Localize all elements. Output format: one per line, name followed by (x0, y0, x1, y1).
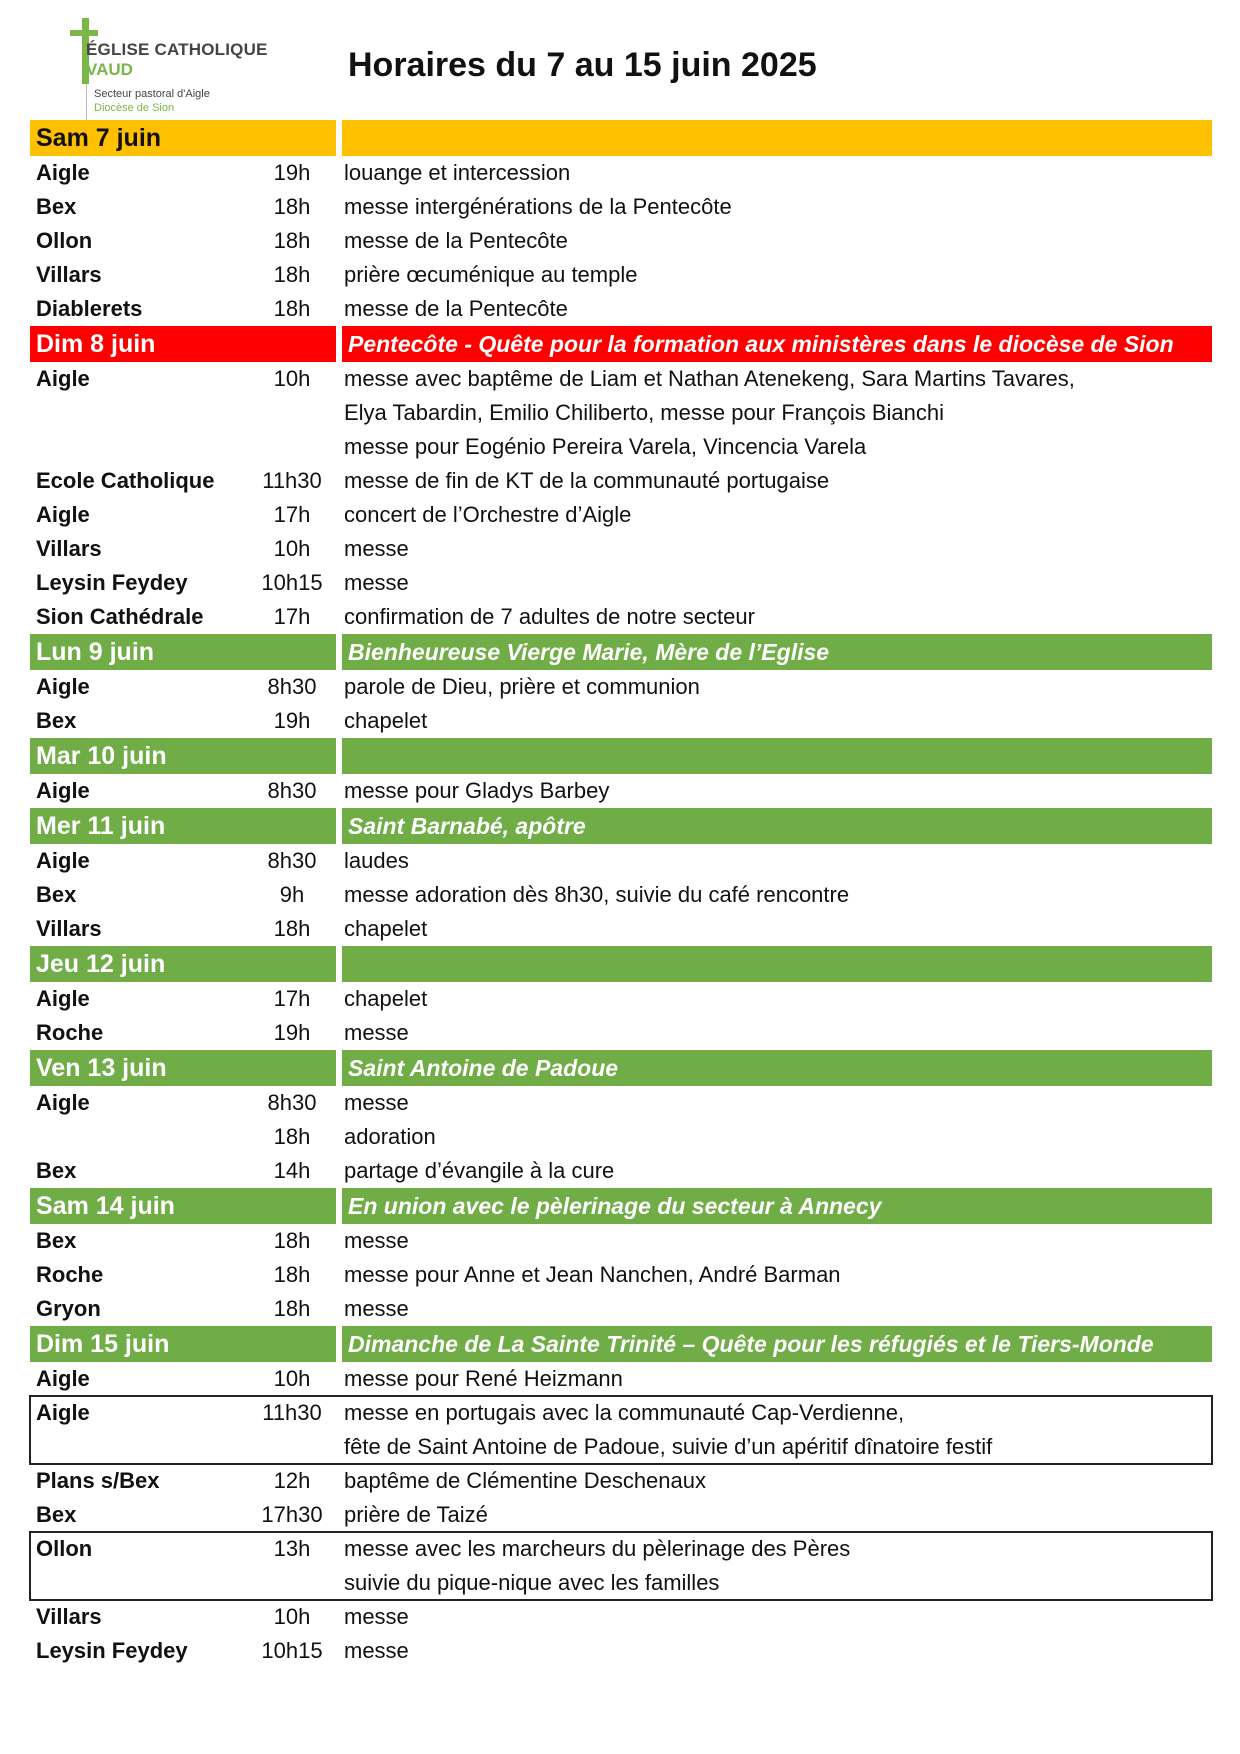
row-time: 18h (273, 262, 311, 287)
row-desc: messe de la Pentecôte (344, 296, 568, 321)
day-name: Dim 8 juin (30, 326, 336, 362)
row-desc: messe avec les marcheurs du pèlerinage des Pères suivie du pique-nique avec les familles (344, 1536, 851, 1595)
row-time: 9h (279, 882, 305, 907)
day-header (30, 326, 1212, 362)
day-name: Jeu 12 juin (30, 946, 336, 982)
schedule-row (30, 982, 1212, 1016)
logo-diocese: Diocèse de Sion (94, 102, 175, 114)
logo-sector: Secteur pastoral d'Aigle (94, 88, 210, 100)
row-place: Ollon (36, 1536, 93, 1561)
row-desc: messe pour Gladys Barbey (344, 778, 610, 803)
day-note: Saint Antoine de Padoue (342, 1050, 1212, 1086)
row-place: Bex (36, 708, 77, 733)
row-place: Aigle (36, 502, 90, 527)
row-place: Aigle (36, 160, 90, 185)
day-header (30, 1188, 1212, 1224)
row-place: Aigle (36, 1400, 90, 1425)
day-name: Ven 13 juin (30, 1050, 336, 1086)
row-time: 10h (273, 1366, 311, 1391)
row-desc: chapelet (344, 916, 428, 941)
day-header (30, 738, 1212, 774)
row-time: 10h (273, 366, 311, 391)
row-place: Gryon (36, 1296, 101, 1321)
row-desc: concert de l’Orchestre d’Aigle (344, 502, 632, 527)
row-time: 18h (273, 1124, 311, 1149)
row-place: Bex (36, 1158, 77, 1183)
row-time: 10h15 (261, 570, 323, 595)
day-name: Sam 14 juin (30, 1188, 336, 1224)
row-desc: messe (344, 1020, 409, 1045)
row-place: Bex (36, 1502, 77, 1527)
row-place: Aigle (36, 778, 90, 803)
schedule-row (30, 912, 1212, 946)
schedule-row (30, 1224, 1212, 1258)
row-desc: messe intergénérations de la Pentecôte (344, 194, 732, 219)
row-desc: chapelet (344, 708, 428, 733)
schedule-row (30, 156, 1212, 190)
day-note: Saint Barnabé, apôtre (342, 808, 1212, 844)
logo (64, 14, 304, 118)
day-name: Sam 7 juin (30, 120, 336, 156)
row-desc: messe pour Anne et Jean Nanchen, André Barman (344, 1262, 841, 1287)
row-place: Villars (36, 916, 102, 941)
schedule-row (30, 532, 1212, 566)
schedule-row (30, 774, 1212, 808)
row-place: Bex (36, 1228, 77, 1253)
day-note: Dimanche de La Sainte Trinité – Quête pour les réfugiés et le Tiers-Monde (342, 1326, 1212, 1362)
schedule-row (30, 704, 1212, 738)
row-desc: confirmation de 7 adultes de notre secteur (344, 604, 755, 629)
row-desc: messe (344, 1090, 409, 1115)
row-time: 8h30 (267, 674, 317, 699)
row-desc: louange et intercession (344, 160, 571, 185)
row-desc: baptême de Clémentine Deschenaux (344, 1468, 707, 1493)
schedule-row (30, 878, 1212, 912)
row-desc: messe (344, 1604, 409, 1629)
schedule-row (30, 566, 1212, 600)
schedule-row (30, 362, 1212, 464)
schedule-row (30, 1292, 1212, 1326)
row-place: Villars (36, 1604, 102, 1629)
row-desc: prière de Taizé (344, 1502, 488, 1527)
schedule-row (30, 1362, 1212, 1396)
row-desc: messe adoration dès 8h30, suivie du café rencontre (344, 882, 850, 907)
day-note (342, 120, 1212, 156)
logo-line-1: ÉGLISE CATHOLIQUE (86, 40, 268, 59)
row-time: 17h (273, 502, 311, 527)
cross-bar (70, 30, 98, 36)
row-desc: partage d’évangile à la cure (344, 1158, 615, 1183)
row-time: 12h (273, 1468, 311, 1493)
schedule-row (30, 1396, 1212, 1464)
schedule-row (30, 190, 1212, 224)
row-time: 10h (273, 536, 311, 561)
row-time: 8h30 (267, 848, 317, 873)
row-desc: messe pour René Heizmann (344, 1366, 623, 1391)
schedule-row (30, 1258, 1212, 1292)
row-desc: messe en portugais avec la communauté Cap-Verdienne, fête de Saint Antoine de Padoue, suivie d’un apéritif dînatoire festif (344, 1400, 993, 1459)
schedule-row (30, 292, 1212, 326)
row-time: 10h15 (261, 1638, 323, 1663)
schedule-table (30, 120, 1212, 1668)
day-name: Dim 15 juin (30, 1326, 336, 1362)
day-name: Lun 9 juin (30, 634, 336, 670)
day-note: Bienheureuse Vierge Marie, Mère de l’Eglise (342, 634, 1212, 670)
schedule-row (30, 1600, 1212, 1634)
row-place: Ollon (36, 228, 93, 253)
row-time: 19h (273, 708, 311, 733)
row-time: 18h (273, 1228, 311, 1253)
row-desc: messe de la Pentecôte (344, 228, 568, 253)
schedule-row (30, 600, 1212, 634)
row-time: 8h30 (267, 778, 317, 803)
row-place: Sion Cathédrale (36, 604, 204, 629)
row-time: 18h (273, 916, 311, 941)
row-desc: messe avec baptême de Liam et Nathan Atenekeng, Sara Martins Tavares, Elya Tabardin, Emilio Chiliberto, messe pour François Bianchi messe pour Eogénio Pereira Varela, Vincencia Varela (344, 366, 1075, 459)
schedule-row (30, 1086, 1212, 1120)
row-desc: messe de fin de KT de la communauté portugaise (344, 468, 830, 493)
row-place: Ecole Catholique (36, 468, 215, 493)
row-desc: messe (344, 1638, 409, 1663)
row-place: Bex (36, 194, 77, 219)
schedule-row (30, 844, 1212, 878)
schedule-row (30, 1634, 1212, 1668)
row-time: 18h (273, 296, 311, 321)
row-place: Plans s/Bex (36, 1468, 160, 1493)
day-name: Mar 10 juin (30, 738, 336, 774)
row-place: Aigle (36, 1366, 90, 1391)
row-place: Aigle (36, 986, 90, 1011)
row-desc: messe (344, 1228, 409, 1253)
schedule-row (30, 1016, 1212, 1050)
row-place: Aigle (36, 1090, 90, 1115)
row-place (30, 1120, 248, 1154)
day-header (30, 1050, 1212, 1086)
row-place: Roche (36, 1262, 104, 1287)
row-time: 17h30 (261, 1502, 323, 1527)
row-place: Bex (36, 882, 77, 907)
row-time: 13h (273, 1536, 311, 1561)
schedule-row (30, 1532, 1212, 1600)
row-place: Leysin Feydey (36, 570, 188, 595)
row-place: Leysin Feydey (36, 1638, 188, 1663)
day-header (30, 946, 1212, 982)
row-place: Roche (36, 1020, 104, 1045)
row-desc: parole de Dieu, prière et communion (344, 674, 700, 699)
row-desc: prière œcuménique au temple (344, 262, 638, 287)
row-desc: messe (344, 1296, 409, 1321)
row-time: 11h30 (262, 468, 322, 493)
schedule-row (30, 224, 1212, 258)
schedule-row (30, 1498, 1212, 1532)
row-time: 18h (273, 1296, 311, 1321)
logo-line-2: VAUD (86, 60, 133, 79)
day-note: Pentecôte - Quête pour la formation aux ministères dans le diocèse de Sion (342, 326, 1212, 362)
row-place: Aigle (36, 366, 90, 391)
schedule-row (30, 464, 1212, 498)
schedule-row (30, 1154, 1212, 1188)
row-time: 8h30 (267, 1090, 317, 1115)
row-time: 19h (273, 1020, 311, 1045)
row-desc: messe (344, 570, 409, 595)
row-time: 17h (273, 986, 311, 1011)
day-header (30, 634, 1212, 670)
day-header (30, 808, 1212, 844)
row-place: Villars (36, 536, 102, 561)
schedule-row (30, 1464, 1212, 1498)
schedule-row (30, 258, 1212, 292)
row-desc: chapelet (344, 986, 428, 1011)
row-time: 14h (273, 1158, 311, 1183)
row-time: 19h (273, 160, 311, 185)
row-desc: adoration (344, 1124, 436, 1149)
schedule-row (30, 670, 1212, 704)
day-name: Mer 11 juin (30, 808, 336, 844)
row-place: Aigle (36, 674, 90, 699)
row-time: 11h30 (262, 1400, 322, 1425)
row-time: 18h (273, 228, 311, 253)
row-place: Villars (36, 262, 102, 287)
row-time: 18h (273, 1262, 311, 1287)
row-time: 18h (273, 194, 311, 219)
row-desc: laudes (344, 848, 409, 873)
row-place: Aigle (36, 848, 90, 873)
day-note: En union avec le pèlerinage du secteur à Annecy (342, 1188, 1212, 1224)
schedule-row (30, 498, 1212, 532)
row-desc: messe (344, 536, 409, 561)
row-place: Diablerets (36, 296, 143, 321)
row-time: 10h (273, 1604, 311, 1629)
day-note (342, 738, 1212, 774)
page-title: Horaires du 7 au 15 juin 2025 (348, 46, 817, 84)
row-time: 17h (273, 604, 311, 629)
day-note (342, 946, 1212, 982)
day-header (30, 1326, 1212, 1362)
schedule-row (30, 1120, 1212, 1154)
day-header (30, 120, 1212, 156)
